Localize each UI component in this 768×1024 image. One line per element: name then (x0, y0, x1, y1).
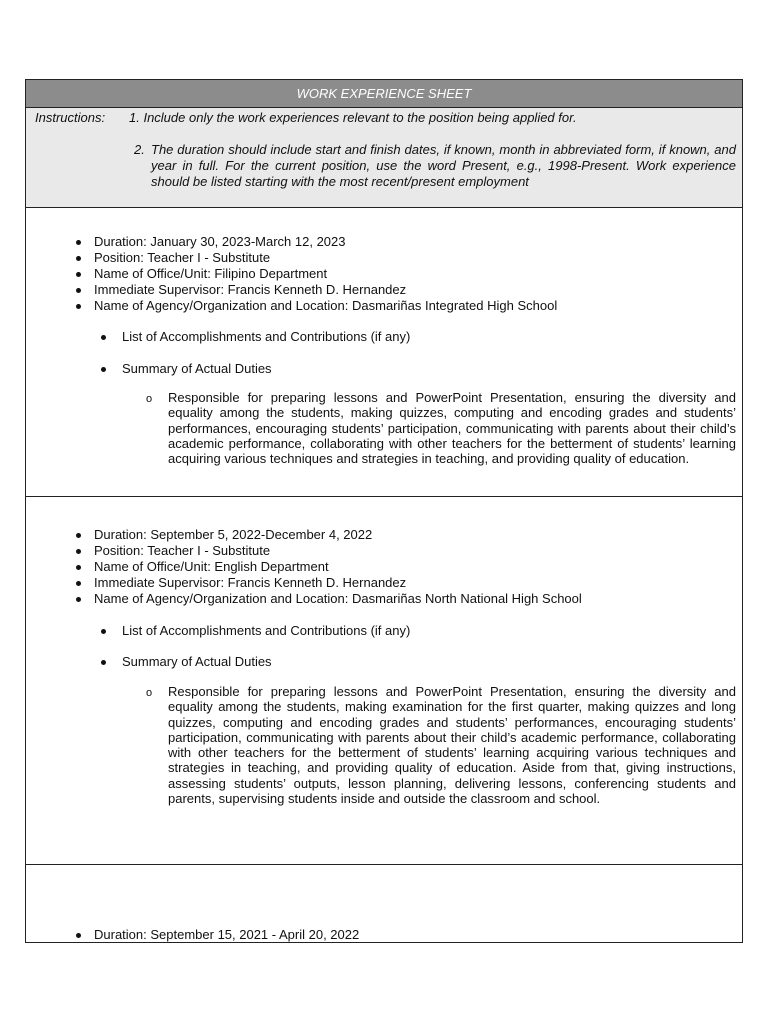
instruction-2 (134, 142, 736, 190)
circle-bullet-icon: o (146, 393, 153, 405)
instructions-box (26, 108, 742, 208)
office-unit: Name of Office/Unit: Filipino Department (73, 266, 557, 282)
entry-details-list (73, 527, 582, 607)
experience-entry-2 (26, 497, 742, 865)
duration: Duration: January 30, 2023-March 12, 2023 (73, 234, 557, 250)
sheet-title: WORK EXPERIENCE SHEET (26, 80, 742, 108)
entry-details-list (73, 234, 557, 314)
instructions-label: Instructions: (35, 110, 106, 125)
accomplishments-item: List of Accomplishments and Contributions (if any) (98, 623, 410, 639)
experience-entry-1 (26, 208, 742, 497)
office-unit: Name of Office/Unit: English Department (73, 559, 582, 575)
work-experience-sheet (25, 79, 743, 943)
duties-text: Responsible for preparing lessons and PowerPoint Presentation, ensuring the diversity and equality among the students, making examination for the first quarter, making quizzes and long quizzes, computing and encoding grades and students’ performances, encouraging students’ participation, communicating with parents about their child’s academic performance, collaborating with other teachers for the betterment of students’ learning acquiring various techniques and strategies in teaching, and providing quality of education. Aside from that, giving instructions, assessing students’ outputs, lesson planning, delivering lessons, conferencing students and parents, supervising students inside and outside the classroom and school. (168, 684, 736, 807)
instruction-2-number: 2. (134, 142, 145, 157)
summary-duties-item: Summary of Actual Duties (98, 361, 272, 377)
accomplishments-item: List of Accomplishments and Contributions (if any) (98, 329, 410, 345)
duration: Duration: September 5, 2022-December 4, 2022 (73, 527, 582, 543)
experience-entry-3 (26, 865, 742, 944)
immediate-supervisor: Immediate Supervisor: Francis Kenneth D. Hernandez (73, 282, 557, 298)
position: Position: Teacher I - Substitute (73, 250, 557, 266)
summary-duties-item: Summary of Actual Duties (98, 654, 272, 670)
agency-location: Name of Agency/Organization and Location: Dasmariñas North National High School (73, 591, 582, 607)
duration: Duration: September 15, 2021 - April 20, 2022 (73, 927, 359, 943)
position: Position: Teacher I - Substitute (73, 543, 582, 559)
circle-bullet-icon: o (146, 687, 153, 699)
duties-text: Responsible for preparing lessons and PowerPoint Presentation, ensuring the diversity and equality among the students, making quizzes, computing and encoding grades and students’ performances, encouraging students’ participation, communicating with parents about their child’s academic performance, collaborating with other teachers for the betterment of students’ learning acquiring various techniques and strategies in teaching, and providing quality of education. (168, 390, 736, 467)
instruction-1: 1. Include only the work experiences relevant to the position being applied for. (129, 110, 577, 125)
immediate-supervisor: Immediate Supervisor: Francis Kenneth D. Hernandez (73, 575, 582, 591)
agency-location: Name of Agency/Organization and Location: Dasmariñas Integrated High School (73, 298, 557, 314)
entry-details-list (73, 927, 359, 943)
instruction-2-text: The duration should include start and finish dates, if known, month in abbreviated form, if known, and year in full. For the current position, use the word Present, e.g., 1998-Present. Work experience should be listed starting with the most recent/present employment (151, 142, 736, 189)
